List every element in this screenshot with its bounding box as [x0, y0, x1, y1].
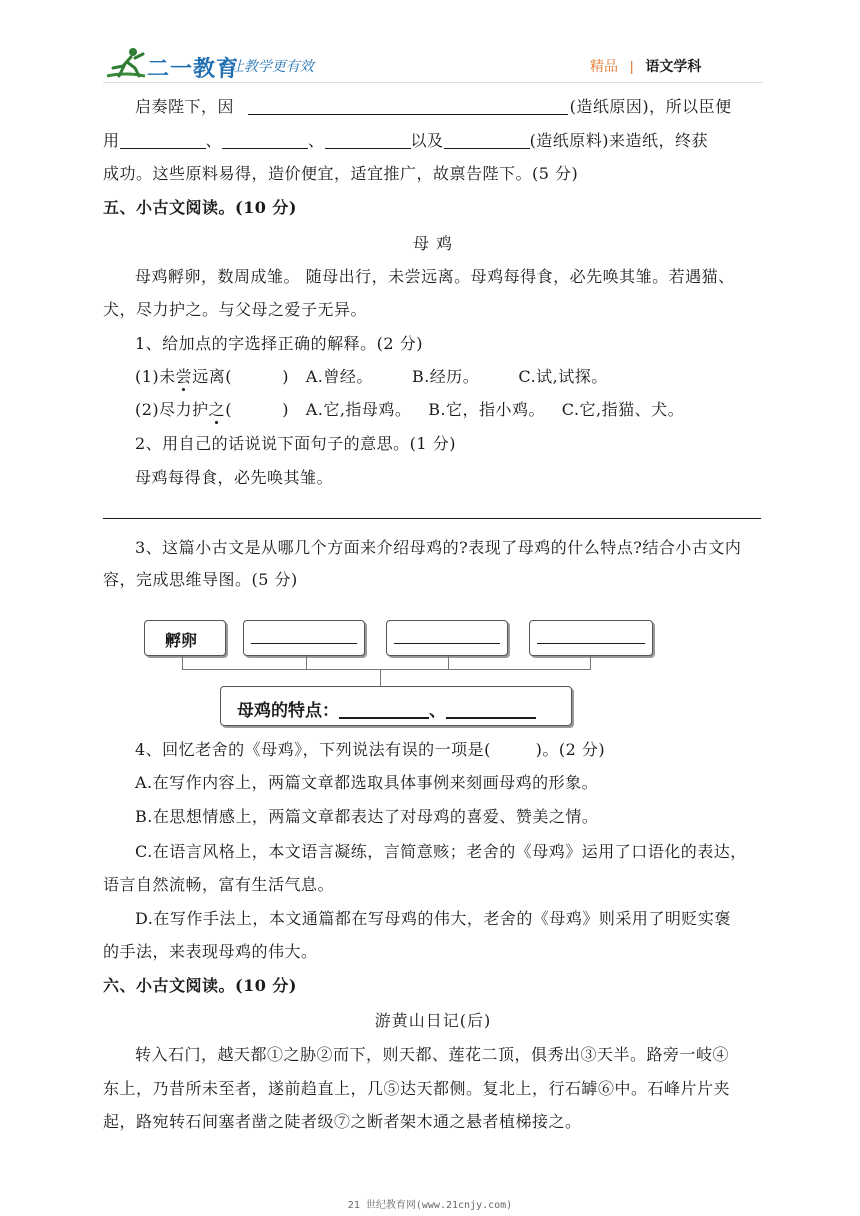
connector-line: [182, 669, 591, 670]
answer-blank[interactable]: [251, 643, 357, 644]
letter-text: 用: [103, 131, 120, 150]
tag-separator: |: [629, 58, 634, 74]
connector-line: [380, 669, 381, 686]
passage-line: 东上，乃昔所未至者，遂前趋直上，几⑤达天都侧。复北上，行石罅⑥中。石峰片片夹: [103, 1079, 731, 1098]
mindmap-box-blank[interactable]: [529, 620, 653, 656]
mindmap-box-label: 孵卵: [165, 633, 198, 650]
answer-blank[interactable]: [394, 643, 500, 644]
mindmap-box-hatch: [144, 620, 226, 656]
running-man-icon: [107, 48, 145, 76]
answer-blank[interactable]: [444, 131, 530, 149]
mindmap-box-blank[interactable]: [243, 620, 365, 656]
trait-label: [237, 696, 536, 721]
trait-separator: 、: [429, 701, 446, 720]
option-b: B.在思想情感上，两篇文章都表达了对母鸡的喜爱、赞美之情。: [135, 807, 599, 826]
subject-label: 语文学科: [645, 58, 702, 74]
option-c-cont: 语言自然流畅，富有生活气息。: [103, 875, 335, 894]
option-c: C.在语言风格上，本文语言凝练，言简意赅；老舍的《母鸡》运用了口语化的表达，: [135, 842, 747, 861]
connector-line: [590, 656, 591, 670]
option-d-cont: 的手法，来表现母鸡的伟大。: [103, 942, 318, 961]
answer-blank[interactable]: [222, 131, 308, 149]
slogan: / 让教学更有效: [222, 58, 314, 74]
answer-blank[interactable]: [248, 97, 568, 115]
section-5-heading: 五、小古文阅读。(10 分): [103, 198, 297, 217]
letter-text: (造纸原因)，所以臣便: [569, 97, 732, 116]
footer: 21 世纪教育网(www.21cnjy.com): [347, 1200, 513, 1211]
option-text: (2)尽力护: [135, 400, 209, 419]
letter-text: 以及: [410, 131, 444, 150]
letter-text: 启奏陛下，因: [135, 97, 235, 116]
passage-line: 转入石门，越天都①之胁②而下，则天都、莲花二顶，俱秀出③天半。路旁一岐④: [135, 1045, 730, 1064]
question-3-cont: 容，完成思维导图。(5 分): [103, 570, 298, 589]
section-6-heading: 六、小古文阅读。(10 分): [103, 976, 297, 995]
option-text: ( ) A.它,指母鸡。 B.它，指小鸡。 C.它,指猫、犬。: [225, 400, 685, 419]
brand-name: 二一教育: [147, 56, 240, 81]
answer-line[interactable]: [103, 518, 761, 519]
answer-blank[interactable]: [537, 643, 645, 644]
letter-line-1: [135, 97, 732, 117]
answer-blank[interactable]: [446, 700, 536, 719]
option-text: 远离( ) A.曾经。 B.经历。 C.试,试探。: [192, 367, 608, 386]
question-3: 3、这篇小古文是从哪几个方面来介绍母鸡的?表现了母鸡的什么特点?结合小古文内: [135, 538, 742, 557]
passage-line: 犬，尽力护之。与父母之爱子无异。: [103, 300, 368, 319]
option-a: A.在写作内容上，两篇文章都选取具体事例来刻画母鸡的形象。: [135, 773, 599, 792]
answer-blank[interactable]: [339, 700, 429, 719]
question-2: 2、用自己的话说说下面句子的意思。(1 分): [135, 434, 456, 453]
letter-text: (造纸原料)来造纸，终获: [529, 131, 709, 150]
connector-line: [182, 656, 183, 670]
dotted-char: 之: [208, 400, 226, 419]
header-divider: [103, 82, 763, 83]
trait-label-text: 母鸡的特点：: [237, 701, 339, 720]
dotted-char: 尝: [175, 367, 193, 386]
question-4: 4、回忆老舍的《母鸡》，下列说法有误的一项是( )。(2 分): [135, 740, 606, 759]
connector-line: [448, 656, 449, 670]
letter-line-2: [103, 131, 708, 151]
passage-line: 母鸡孵卵，数周成雏。 随母出行，未尝远离。母鸡每得食，必先唤其雏。若遇猫、: [135, 267, 735, 286]
letter-text: 、: [205, 131, 223, 150]
letter-line-3: 成功。这些原料易得，造价便宜，适宜推广，故禀告陛下。(5 分): [103, 164, 579, 183]
connector-line: [306, 656, 307, 670]
section-6-title: 游黄山日记(后): [374, 1011, 492, 1030]
letter-text: 、: [308, 131, 325, 150]
question-1a: [135, 367, 608, 387]
question-2-sentence: 母鸡每得食，必先唤其雏。: [135, 468, 334, 487]
mindmap-box-blank[interactable]: [386, 620, 508, 656]
passage-line: 起，路宛转石间塞者凿之陡者级⑦之断者架木通之悬者植梯接之。: [103, 1112, 582, 1131]
mindmap-trait-box: [220, 686, 572, 726]
option-text: (1)未: [135, 367, 176, 386]
question-1b: [135, 400, 684, 420]
question-1: 1、给加点的字选择正确的解释。(2 分): [135, 334, 423, 353]
section-5-title: 母 鸡: [412, 234, 454, 253]
quality-tag: 精品: [590, 58, 618, 74]
answer-blank[interactable]: [325, 131, 411, 149]
answer-blank[interactable]: [120, 131, 206, 149]
subject-tag: [590, 56, 701, 76]
option-d: D.在写作手法上，本文通篇都在写母鸡的伟大，老舍的《母鸡》则采用了明贬实褒: [135, 909, 731, 928]
